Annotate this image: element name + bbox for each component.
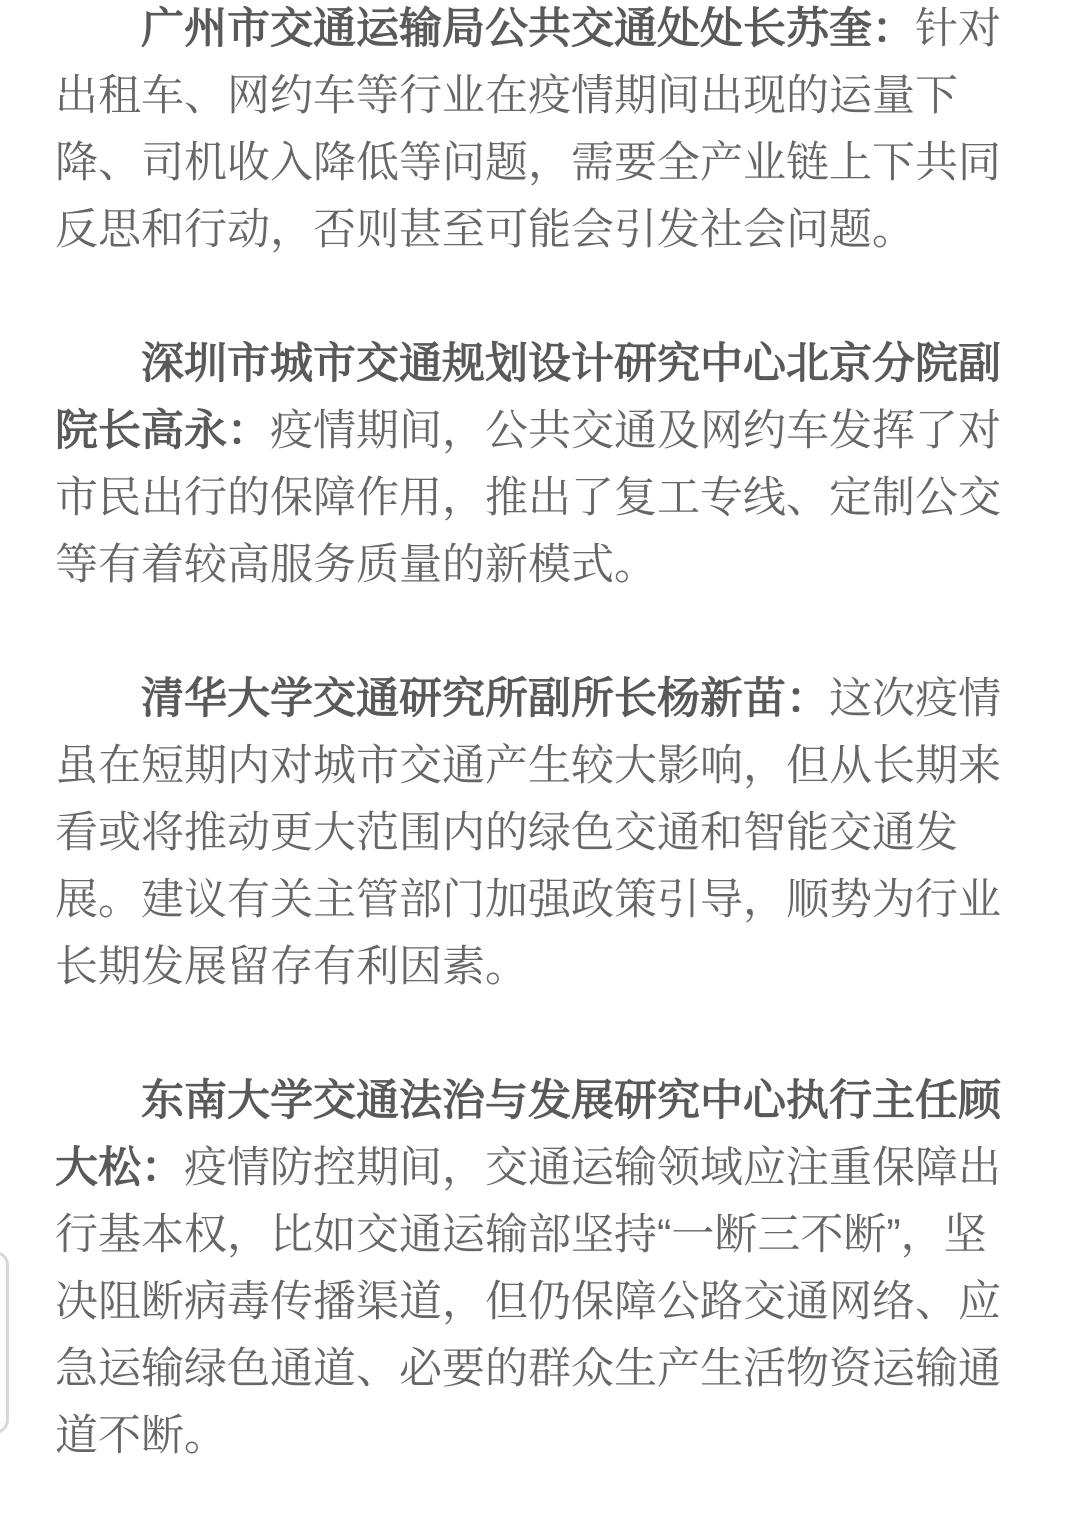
speaker-name: 东南大学交通法治与发展研究中心执行主任顾大松： xyxy=(55,1077,1001,1192)
speaker-quote: 这次疫情虽在短期内对城市交通产生较大影响，但从长期来看或将推动更大范围内的绿色交通和智能交通发展。建议有关主管部门加强政策引导，顺势为行业长期发展留存有利因素。 xyxy=(55,675,1001,991)
speaker-name: 清华大学交通研究所副所长杨新苗： xyxy=(141,675,829,723)
speaker-name: 广州市交通运输局公共交通处处长苏奎： xyxy=(141,5,915,53)
paragraph-southeast-university-center xyxy=(55,1068,1015,1470)
speaker-quote: 疫情期间，公共交通及网约车发挥了对市民出行的保障作用，推出了复工专线、定制公交等有着较高服务质量的新模式。 xyxy=(55,407,1001,589)
speaker-name: 深圳市城市交通规划设计研究中心北京分院副院长高永： xyxy=(55,340,1001,455)
paragraph-guangzhou-transport-official xyxy=(55,0,1015,264)
speaker-quote: 针对出租车、网约车等行业在疫情期间出现的运量下降、司机收入降低等问题，需要全产业链上下共同反思和行动，否则甚至可能会引发社会问题。 xyxy=(55,5,1001,254)
left-edge-scroll-handle[interactable] xyxy=(0,1251,9,1434)
paragraph-shenzhen-planning-institute xyxy=(55,331,1015,599)
paragraph-tsinghua-research-institute xyxy=(55,666,1015,1001)
speaker-quote: 疫情防控期间，交通运输领域应注重保障出行基本权，比如交通运输部坚持“一断三不断”，坚决阻断病毒传播渠道，但仍保障公路交通网络、应急运输绿色通道、必要的群众生产生活物资运输通道不断。 xyxy=(55,1144,1001,1460)
